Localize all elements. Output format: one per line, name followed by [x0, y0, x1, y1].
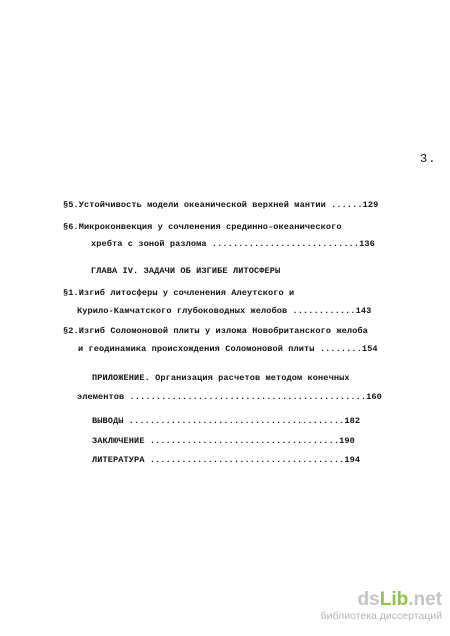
watermark — [321, 590, 442, 623]
toc-line: §5.Устойчивость модели океанической верхней мантии ......129 — [63, 200, 379, 210]
watermark-logo: dsLib.net — [357, 589, 442, 610]
toc-line: Курило-Камчатского глубоководных желобов ............143 — [77, 306, 372, 316]
toc-line: ЛИТЕРАТУРА .....................................194 — [92, 455, 361, 465]
toc-line: §1.Изгиб литосферы у сочленения Алеутского и — [63, 288, 295, 298]
toc-line: §6.Микроконвекция у сочленения срединно-океанического — [63, 222, 342, 232]
toc-line: элементов .............................................160 — [77, 392, 382, 402]
chapter-heading: ГЛАВА IV. ЗАДАЧИ ОБ ИЗГИБЕ ЛИТОСФЕРЫ — [91, 266, 281, 276]
toc-line: и геодинамика происхождения Соломоновой плиты ........154 — [78, 344, 378, 354]
toc-line: хребта с зоной разлома ............................136 — [91, 239, 375, 249]
page-number: 3. — [420, 152, 437, 166]
appendix-heading: ПРИЛОЖЕНИЕ. Организация расчетов методом конечных — [92, 373, 350, 383]
toc-line: ЗАКЛЮЧЕНИЕ ....................................190 — [92, 436, 355, 446]
watermark-subtitle: библиотека диссертаций — [320, 610, 442, 622]
toc-line: ВЫВОДЫ .........................................182 — [92, 416, 361, 426]
toc-line: §2.Изгиб Соломоновой плиты у излома Новобританского желоба — [63, 326, 368, 336]
